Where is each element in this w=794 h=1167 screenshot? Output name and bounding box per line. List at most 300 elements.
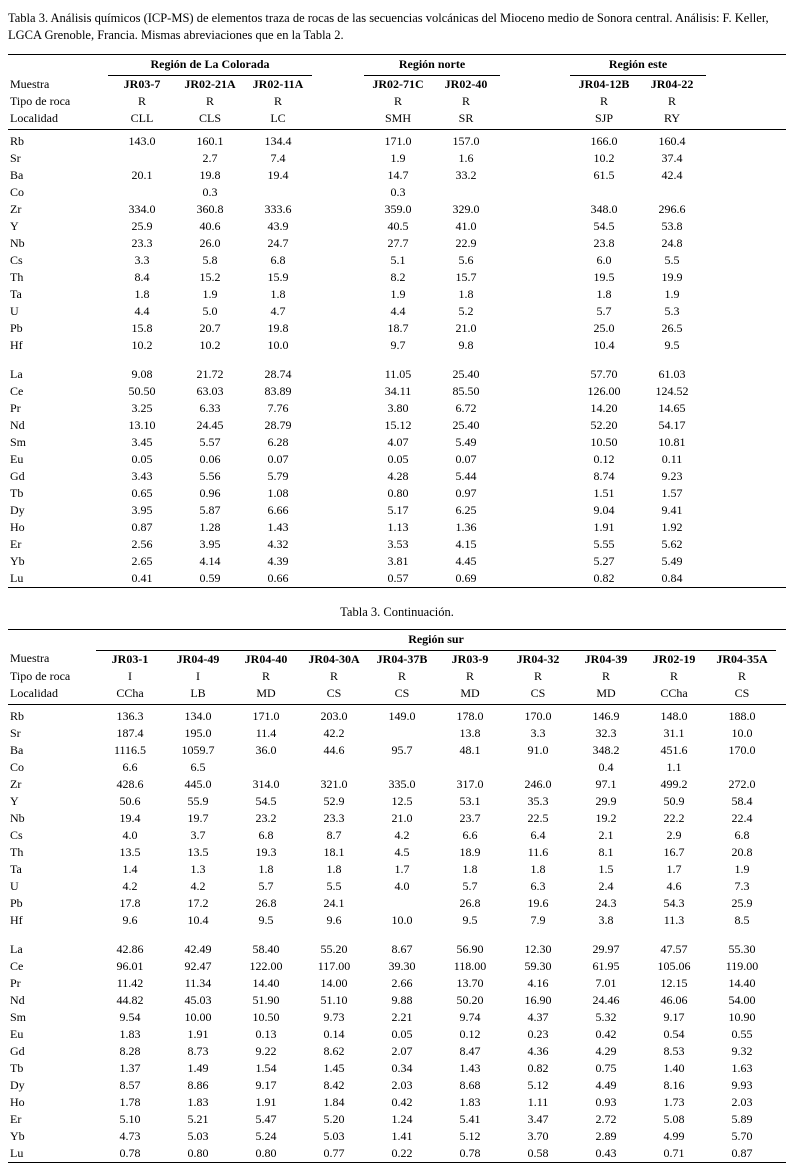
value-cell: 5.32 (595, 1009, 617, 1024)
value-cell: 2.7 (202, 150, 218, 165)
value-cell: 5.08 (663, 1111, 685, 1126)
value-cell: 1.9 (664, 286, 680, 301)
value-cell: 0.07 (455, 451, 477, 466)
table-row (8, 1060, 786, 1077)
value-cell (108, 184, 176, 201)
value-cell: 0.34 (391, 1060, 413, 1075)
value-cell: 3.8 (598, 912, 614, 927)
value-cell: 0.3 (390, 184, 406, 199)
row-label: Localidad (8, 685, 96, 705)
value-cell: 44.6 (323, 742, 345, 757)
value-cell: 23.2 (255, 810, 277, 825)
value-cell: 35.3 (527, 793, 549, 808)
value-cell: 13.70 (456, 975, 484, 990)
table-row (8, 383, 786, 400)
column-spacer (706, 235, 786, 252)
value-cell: 25.40 (452, 366, 480, 381)
header-cell: JR02-21A (184, 76, 236, 91)
column-spacer (706, 337, 786, 354)
header-cell: I (128, 668, 132, 683)
table-row (8, 793, 786, 810)
value-cell: 40.5 (387, 218, 409, 233)
value-cell: 2.4 (598, 878, 614, 893)
element-label: Er (10, 536, 22, 551)
value-cell: 5.5 (664, 252, 680, 267)
value-cell: 1116.5 (113, 742, 147, 757)
value-cell: 46.06 (660, 992, 688, 1007)
table-row (8, 992, 786, 1009)
column-spacer (312, 252, 364, 269)
value-cell: 8.67 (391, 941, 413, 956)
value-cell: 0.22 (391, 1145, 413, 1160)
column-spacer (500, 184, 570, 201)
element-label: Sm (10, 1009, 27, 1024)
value-cell: 9.6 (122, 912, 138, 927)
element-label: Yb (10, 1128, 25, 1143)
column-spacer (312, 320, 364, 337)
value-cell: 9.08 (131, 366, 153, 381)
value-cell: 39.30 (388, 958, 416, 973)
value-cell: 43.9 (267, 218, 289, 233)
value-cell: 8.16 (663, 1077, 685, 1092)
value-cell: 24.3 (595, 895, 617, 910)
column-spacer (706, 451, 786, 468)
value-cell: 5.70 (731, 1128, 753, 1143)
header-cell: CS (300, 685, 368, 705)
value-cell: 2.56 (131, 536, 153, 551)
header-cell: MD (572, 685, 640, 705)
value-cell: 26.0 (199, 235, 221, 250)
value-cell: 33.2 (455, 167, 477, 182)
column-spacer (776, 1009, 786, 1026)
value-cell: 5.17 (387, 502, 409, 517)
value-cell: 5.7 (258, 878, 274, 893)
value-cell: 10.50 (590, 434, 618, 449)
table-row (8, 218, 786, 235)
value-cell: 3.25 (131, 400, 153, 415)
value-cell: 171.0 (384, 133, 412, 148)
value-cell: 14.00 (320, 975, 348, 990)
value-cell: 1.49 (187, 1060, 209, 1075)
value-cell: 10.2 (199, 337, 221, 352)
header-cell: R (738, 668, 747, 683)
value-cell: 54.00 (728, 992, 756, 1007)
value-cell: 54.17 (658, 417, 686, 432)
header-cell: JR04-30A (308, 651, 360, 666)
value-cell: 47.57 (660, 941, 688, 956)
value-cell: 1.37 (119, 1060, 141, 1075)
column-spacer (706, 417, 786, 434)
value-cell: 5.79 (267, 468, 289, 483)
column-spacer (312, 150, 364, 167)
header-cell: I (196, 668, 200, 683)
value-cell: 3.80 (387, 400, 409, 415)
table-row (8, 400, 786, 417)
value-cell: 1.41 (391, 1128, 413, 1143)
value-cell: 9.17 (663, 1009, 685, 1024)
value-cell: 8.53 (663, 1043, 685, 1058)
value-cell: 2.03 (731, 1094, 753, 1109)
value-cell: 4.14 (199, 553, 221, 568)
element-label: Rb (10, 708, 25, 723)
value-cell: 0.3 (202, 184, 218, 199)
column-spacer (312, 553, 364, 570)
value-cell (232, 759, 300, 776)
column-spacer (312, 383, 364, 400)
value-cell: 5.20 (323, 1111, 345, 1126)
value-cell: 19.2 (595, 810, 617, 825)
element-label: Ce (10, 958, 24, 973)
value-cell: 27.7 (387, 235, 409, 250)
value-cell: 36.0 (255, 742, 277, 757)
column-spacer (706, 286, 786, 303)
value-cell: 5.7 (462, 878, 478, 893)
value-cell: 105.06 (657, 958, 691, 973)
column-spacer (706, 320, 786, 337)
value-cell: 42.86 (116, 941, 144, 956)
column-spacer (706, 184, 786, 201)
element-label: Pr (10, 400, 21, 415)
value-cell: 54.5 (593, 218, 615, 233)
header-cell: CLL (108, 110, 176, 130)
table-row (8, 895, 786, 912)
value-cell: 0.43 (595, 1145, 617, 1160)
table-row (8, 417, 786, 434)
element-label: Gd (10, 468, 25, 483)
value-cell: 1.63 (731, 1060, 753, 1075)
value-cell: 1.51 (593, 485, 615, 500)
table-row (8, 878, 786, 895)
value-cell: 22.4 (731, 810, 753, 825)
value-cell: 4.4 (390, 303, 406, 318)
column-spacer (706, 553, 786, 570)
table-row (8, 451, 786, 468)
value-cell: 4.2 (122, 878, 138, 893)
value-cell: 4.45 (455, 553, 477, 568)
header-cell: JR04-12B (578, 76, 630, 91)
value-cell: 11.34 (184, 975, 212, 990)
value-cell: 97.1 (595, 776, 617, 791)
value-cell: 9.88 (391, 992, 413, 1007)
value-cell: 4.16 (527, 975, 549, 990)
header-cell: JR03-1 (111, 651, 149, 666)
value-cell: 13.8 (459, 725, 481, 740)
value-cell: 41.0 (455, 218, 477, 233)
value-cell: 1.6 (458, 150, 474, 165)
column-spacer (312, 451, 364, 468)
value-cell: 499.2 (660, 776, 688, 791)
value-cell: 17.2 (187, 895, 209, 910)
table-row (8, 1145, 786, 1163)
value-cell: 1.13 (387, 519, 409, 534)
header-cell: R (261, 668, 270, 683)
table-row (8, 434, 786, 451)
value-cell (436, 759, 504, 776)
value-cell: 1.8 (596, 286, 612, 301)
value-cell: 0.80 (255, 1145, 277, 1160)
value-cell: 5.1 (390, 252, 406, 267)
header-cell: R (393, 93, 402, 108)
value-cell (368, 725, 436, 742)
value-cell: 119.00 (725, 958, 759, 973)
column-spacer (312, 167, 364, 184)
column-spacer (312, 218, 364, 235)
column-spacer (500, 366, 570, 383)
value-cell: 6.8 (258, 827, 274, 842)
value-cell: 14.65 (658, 400, 686, 415)
column-spacer (706, 167, 786, 184)
column-spacer (500, 75, 570, 93)
header-cell: LB (164, 685, 232, 705)
value-cell (108, 150, 176, 167)
value-cell: 1.40 (663, 1060, 685, 1075)
value-cell: 2.72 (595, 1111, 617, 1126)
value-cell: 246.0 (524, 776, 552, 791)
value-cell: 5.7 (596, 303, 612, 318)
trace-elements-table-1 (8, 54, 786, 588)
value-cell: 8.74 (593, 468, 615, 483)
element-label: Lu (10, 1145, 24, 1160)
table-row (8, 1111, 786, 1128)
header-cell: JR04-22 (650, 76, 694, 91)
element-label: Cs (10, 252, 23, 267)
table-caption: Tabla 3. Análisis químicos (ICP-MS) de elementos traza de rocas de las secuencias volcánicas del Mioceno medio de Sonora central. Análisis: F. Keller, LGCA Grenoble, Francia. Mismas abreviaciones que en la Tabla 2. (8, 11, 769, 42)
value-cell: 10.4 (593, 337, 615, 352)
value-cell (638, 184, 706, 201)
header-cell: JR04-35A (716, 651, 768, 666)
row-label: Localidad (8, 110, 108, 130)
value-cell: 170.0 (728, 742, 756, 757)
value-cell: 22.9 (455, 235, 477, 250)
value-cell: 19.3 (255, 844, 277, 859)
value-cell: 10.2 (593, 150, 615, 165)
table-row (8, 201, 786, 218)
table-row (8, 485, 786, 502)
value-cell: 42.49 (184, 941, 212, 956)
value-cell: 451.6 (660, 742, 688, 757)
value-cell: 5.6 (458, 252, 474, 267)
value-cell: 203.0 (320, 708, 348, 723)
value-cell: 52.9 (323, 793, 345, 808)
value-cell: 9.32 (731, 1043, 753, 1058)
table-row (8, 861, 786, 878)
value-cell: 55.30 (728, 941, 756, 956)
column-spacer (706, 485, 786, 502)
element-label: Hf (10, 337, 23, 352)
element-label: Ba (10, 167, 24, 182)
value-cell: 61.95 (592, 958, 620, 973)
table-row (8, 1077, 786, 1094)
value-cell: 4.99 (663, 1128, 685, 1143)
value-cell: 26.5 (661, 320, 683, 335)
value-cell: 0.54 (663, 1026, 685, 1041)
row-label (8, 629, 96, 650)
value-cell: 0.05 (391, 1026, 413, 1041)
value-cell: 0.66 (267, 570, 289, 585)
value-cell: 25.0 (593, 320, 615, 335)
value-cell: 1.8 (258, 861, 274, 876)
value-cell: 23.3 (323, 810, 345, 825)
element-label: Y (10, 793, 19, 808)
value-cell (300, 759, 368, 776)
column-spacer (312, 400, 364, 417)
value-cell: 5.87 (199, 502, 221, 517)
value-cell: 160.4 (658, 133, 686, 148)
header-row (8, 685, 786, 705)
value-cell: 51.10 (320, 992, 348, 1007)
element-label: Sm (10, 434, 27, 449)
value-cell: 428.6 (116, 776, 144, 791)
value-cell: 359.0 (384, 201, 412, 216)
column-spacer (312, 570, 364, 588)
column-spacer (312, 417, 364, 434)
value-cell: 0.05 (131, 451, 153, 466)
column-spacer (706, 218, 786, 235)
header-cell: R (668, 93, 677, 108)
value-cell: 28.79 (264, 417, 292, 432)
value-cell: 4.7 (270, 303, 286, 318)
value-cell: 445.0 (184, 776, 212, 791)
column-spacer (500, 570, 570, 588)
value-cell: 9.54 (119, 1009, 141, 1024)
value-cell: 56.90 (456, 941, 484, 956)
value-cell: 19.8 (267, 320, 289, 335)
column-spacer (776, 975, 786, 992)
element-label: Pr (10, 975, 21, 990)
continuation-caption: Tabla 3. Continuación. (340, 604, 454, 619)
column-spacer (500, 536, 570, 553)
table-row (8, 570, 786, 588)
value-cell: 1.83 (187, 1094, 209, 1109)
value-cell: 10.0 (267, 337, 289, 352)
value-cell: 1.4 (122, 861, 138, 876)
value-cell: 12.15 (660, 975, 688, 990)
value-cell: 1.9 (390, 150, 406, 165)
value-cell: 170.0 (524, 708, 552, 723)
value-cell: 5.57 (199, 434, 221, 449)
value-cell: 5.56 (199, 468, 221, 483)
column-spacer (706, 536, 786, 553)
value-cell: 1059.7 (181, 742, 215, 757)
value-cell: 0.78 (119, 1145, 141, 1160)
column-spacer (706, 252, 786, 269)
element-label: Eu (10, 451, 24, 466)
value-cell: 24.46 (592, 992, 620, 1007)
value-cell: 6.28 (267, 434, 289, 449)
value-cell: 124.52 (655, 383, 689, 398)
group-header-row (8, 629, 786, 650)
value-cell: 1.84 (323, 1094, 345, 1109)
value-cell: 160.1 (196, 133, 224, 148)
value-cell: 55.9 (187, 793, 209, 808)
value-cell: 171.0 (252, 708, 280, 723)
value-cell: 25.9 (131, 218, 153, 233)
value-cell: 10.0 (391, 912, 413, 927)
element-label: Yb (10, 553, 25, 568)
column-spacer (312, 75, 364, 93)
value-cell: 329.0 (452, 201, 480, 216)
column-spacer (500, 485, 570, 502)
value-cell: 4.2 (190, 878, 206, 893)
value-cell: 21.0 (391, 810, 413, 825)
value-cell: 12.5 (391, 793, 413, 808)
element-label: Gd (10, 1043, 25, 1058)
value-cell: 348.2 (592, 742, 620, 757)
value-cell: 1.83 (119, 1026, 141, 1041)
column-spacer (312, 468, 364, 485)
column-spacer (500, 235, 570, 252)
element-label: Th (10, 844, 24, 859)
table-row (8, 759, 786, 776)
element-label: Ta (10, 861, 22, 876)
table-row (8, 184, 786, 201)
value-cell: 6.3 (530, 878, 546, 893)
element-label: Cs (10, 827, 23, 842)
value-cell: 8.1 (598, 844, 614, 859)
column-spacer (706, 75, 786, 93)
value-cell: 5.41 (459, 1111, 481, 1126)
value-cell: 8.57 (119, 1077, 141, 1092)
value-cell: 0.78 (459, 1145, 481, 1160)
value-cell: 11.4 (255, 725, 277, 740)
element-label: Nd (10, 992, 25, 1007)
header-row (8, 75, 786, 93)
column-spacer (312, 434, 364, 451)
table-row (8, 502, 786, 519)
value-cell: 19.9 (661, 269, 683, 284)
element-label: Zr (10, 776, 22, 791)
value-cell: 63.03 (196, 383, 224, 398)
value-cell: 19.6 (527, 895, 549, 910)
column-spacer (500, 320, 570, 337)
value-cell: 3.70 (527, 1128, 549, 1143)
value-cell: 9.5 (258, 912, 274, 927)
value-cell: 7.76 (267, 400, 289, 415)
value-cell: 58.4 (731, 793, 753, 808)
table-row (8, 167, 786, 184)
column-spacer (706, 201, 786, 218)
value-cell: 29.9 (595, 793, 617, 808)
value-cell: 1.5 (598, 861, 614, 876)
table-row (8, 269, 786, 286)
value-cell: 5.49 (661, 553, 683, 568)
value-cell: 334.0 (128, 201, 156, 216)
value-cell: 146.9 (592, 708, 620, 723)
value-cell: 0.87 (731, 1145, 753, 1160)
value-cell: 1.57 (661, 485, 683, 500)
value-cell: 54.5 (255, 793, 277, 808)
value-cell: 1.73 (663, 1094, 685, 1109)
column-spacer (776, 776, 786, 793)
value-cell: 5.03 (187, 1128, 209, 1143)
header-cell: R (137, 93, 146, 108)
value-cell: 0.12 (459, 1026, 481, 1041)
column-spacer (500, 502, 570, 519)
table-row (8, 1009, 786, 1026)
value-cell: 11.3 (663, 912, 685, 927)
value-cell: 5.49 (455, 434, 477, 449)
table-row (8, 553, 786, 570)
value-cell: 91.0 (527, 742, 549, 757)
value-cell: 0.06 (199, 451, 221, 466)
value-cell: 4.2 (394, 827, 410, 842)
table-row (8, 129, 786, 150)
value-cell: 188.0 (728, 708, 756, 723)
value-cell: 95.7 (391, 742, 413, 757)
element-label: Hf (10, 912, 23, 927)
value-cell: 0.65 (131, 485, 153, 500)
column-spacer (776, 844, 786, 861)
